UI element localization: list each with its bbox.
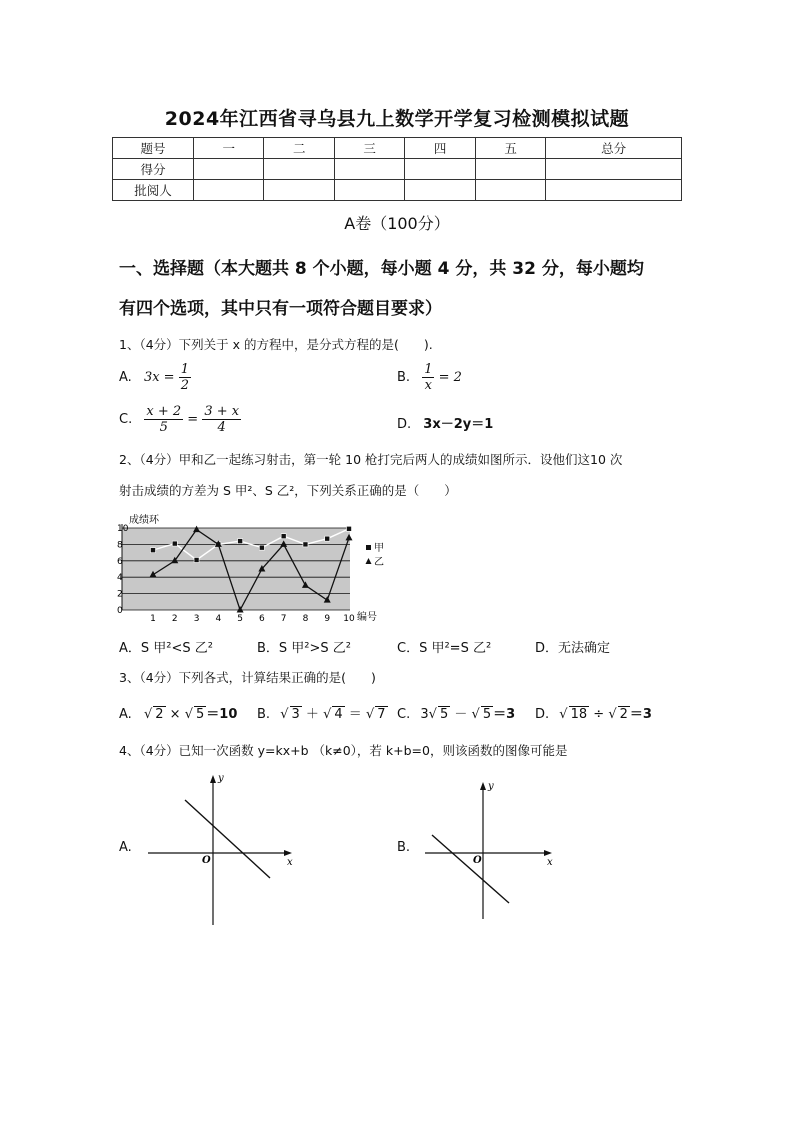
q3-option-b [257,703,388,722]
score-table-header-row [113,138,682,159]
legend-triangle-icon [366,558,372,564]
option-label: C. [397,707,411,722]
x-tick-label: 10 [343,614,355,624]
score-cell [334,180,404,201]
sqrt-icon: √ [608,707,617,722]
y-tick-label: 2 [117,589,123,600]
denominator: 2 [180,378,189,393]
option-label: A. [119,370,132,385]
operator: ＋ [305,707,319,722]
header-cell: 三 [334,138,404,159]
x-tick-label: 5 [237,614,243,624]
legend-square-icon [366,545,371,550]
score-cell [546,159,682,180]
header-cell: 五 [475,138,545,159]
x-axis-label: x [287,857,293,868]
data-point-jia [281,534,286,539]
x-tick-label: 4 [215,614,222,624]
score-cell [194,159,264,180]
equals: ＝ [348,707,362,722]
q3-option-c [397,703,515,722]
data-point-jia [151,548,156,553]
x-tick-label: 9 [324,614,331,624]
sqrt-icon: √ [143,707,153,722]
sqrt-icon: √ [184,707,193,722]
x-tick-label: 2 [171,614,178,624]
operator: ÷ [593,707,605,722]
y-tick-label: 8 [117,540,123,551]
sqrt-icon: √ [280,707,289,722]
score-cell [264,159,334,180]
option-label: A. [119,707,132,722]
data-point-jia [238,539,243,544]
header-cell: 二 [264,138,334,159]
legend-label-jia: 甲 [374,543,384,554]
score-cell [546,180,682,201]
q1-b-rhs: = 2 [438,370,462,385]
function-line [185,800,270,878]
x-arrow-icon [544,850,552,856]
y-arrow-icon [480,782,486,790]
x-tick-label: 6 [259,614,265,624]
score-cell [334,159,404,180]
q3-stem: 3、（4分）下列各式，计算结果正确的是( ) [119,670,376,685]
q2-option-a: A．S 甲²<S 乙² [119,641,213,656]
q1-c-fraction-left [144,404,183,435]
result: ＝10 [206,707,238,722]
option-label: B. [257,707,271,722]
q1-d-text: 3x－2y＝1 [423,417,494,432]
data-point-jia [303,542,308,547]
y-tick-label: 4 [117,573,123,584]
score-cell [194,180,264,201]
score-cell [475,159,545,180]
header-cell: 总分 [546,138,682,159]
q4-stem: 4、（4分）已知一次函数 y=kx+b （k≠0），若 k+b=0，则该函数的图像可能是 [119,743,568,758]
option-label: C. [119,412,133,427]
q2-option-d: D．无法确定 [535,641,611,656]
option-label: D. [535,707,550,722]
operator: － [454,707,468,722]
part1-heading-line2: 有四个选项，其中只有一项符合题目要求） [119,299,442,319]
data-point-jia [259,545,264,550]
q1-option-b [397,362,462,393]
reviewer-row [113,180,682,201]
sqrt-icon: √ [428,707,437,722]
score-cell [405,159,475,180]
exam-title: 2024年江西省寻乌县九上数学开学复习检测模拟试题 [164,108,630,130]
score-line-chart [117,510,397,625]
radicand: 2 [619,707,628,722]
header-cell: 题号 [113,138,194,159]
radicand: 18 [570,707,588,722]
y-axis-label: y [218,773,224,784]
x-tick-label: 1 [150,614,156,624]
q1-a-fraction [179,362,191,393]
x-tick-label: 3 [193,614,200,624]
sqrt-icon: √ [471,707,480,722]
q1-c-fraction-right [202,404,241,435]
y-tick-label: 6 [117,556,123,567]
y-axis-label: y [488,781,494,792]
row-label: 得分 [113,159,194,180]
x-axis-label: x [547,857,553,868]
q3-option-d [535,703,652,722]
radicand: 3 [291,707,300,722]
radicand: 4 [334,707,343,722]
q1-c-equals: = [187,412,199,427]
q1-option-c [119,404,241,435]
chart-title: 成绩环 [129,515,159,526]
sqrt-icon: √ [323,707,332,722]
section-heading: A卷（100分） [344,214,450,233]
denominator: x [424,378,433,393]
result: ＝3 [629,707,652,722]
score-cell [475,180,545,201]
q1-b-fraction [422,362,434,393]
y-arrow-icon [210,775,216,783]
q1-a-lhs: 3x = [143,370,175,385]
radicand: 5 [196,707,205,722]
score-table [112,137,682,201]
row-label: 批阅人 [113,180,194,201]
coefficient: 3 [420,707,429,722]
q4-option-b-label: B. [397,840,411,855]
data-point-jia [347,526,352,531]
denominator: 4 [217,420,226,435]
numerator: 3 + x [204,404,240,419]
result: ＝3 [493,707,516,722]
q4-graph-a [140,770,300,930]
q1-option-d [397,413,493,432]
radicand: 7 [377,707,386,722]
sqrt-icon: √ [365,707,375,722]
x-tick-label: 7 [280,614,287,624]
origin-label: O [202,855,211,866]
radicand: 5 [439,707,449,722]
data-point-jia [194,557,199,562]
x-tick-label: 8 [302,614,309,624]
y-tick-label: 0 [117,606,123,616]
option-label: D. [397,417,412,432]
q2-stem-line2: 射击成绩的方差为 S 甲²、S 乙²，下列关系正确的是（ ） [119,483,457,498]
score-cell [264,180,334,201]
y-tick-label: 10 [117,524,129,534]
operator: × [169,707,181,722]
legend-label-yi: 乙 [374,557,384,568]
header-cell: 一 [194,138,264,159]
part1-heading-line1: 一、选择题（本大题共 8 个小题，每小题 4 分，共 32 分，每小题均 [119,259,644,279]
q4-graph-b [420,775,565,925]
denominator: 5 [159,420,168,435]
radicand: 2 [155,707,164,722]
sqrt-icon: √ [559,707,568,722]
numerator: x + 2 [146,404,182,419]
q3-option-a [119,703,237,722]
score-row [113,159,682,180]
q2-stem-line1: 2、（4分）甲和乙一起练习射击，第一轮 10 枪打完后两人的成绩如图所示．设他们这10 次 [119,452,623,467]
header-cell: 四 [405,138,475,159]
option-label: B. [397,370,411,385]
function-line [432,835,509,903]
data-point-jia [325,536,330,541]
q2-option-b: B．S 甲²>S 乙² [257,641,352,656]
q1-stem: 1、（4分）下列关于 x 的方程中，是分式方程的是( ). [119,337,433,352]
score-cell [405,180,475,201]
x-axis-label: 编号 [357,612,377,623]
numerator: 1 [180,362,189,377]
radicand: 5 [482,707,492,722]
x-arrow-icon [284,850,292,856]
q1-option-a [119,362,191,393]
origin-label: O [473,855,482,866]
q4-option-a-label: A. [119,840,132,855]
data-point-jia [172,541,177,546]
numerator: 1 [424,362,433,377]
q2-option-c: C．S 甲²=S 乙² [397,641,492,656]
